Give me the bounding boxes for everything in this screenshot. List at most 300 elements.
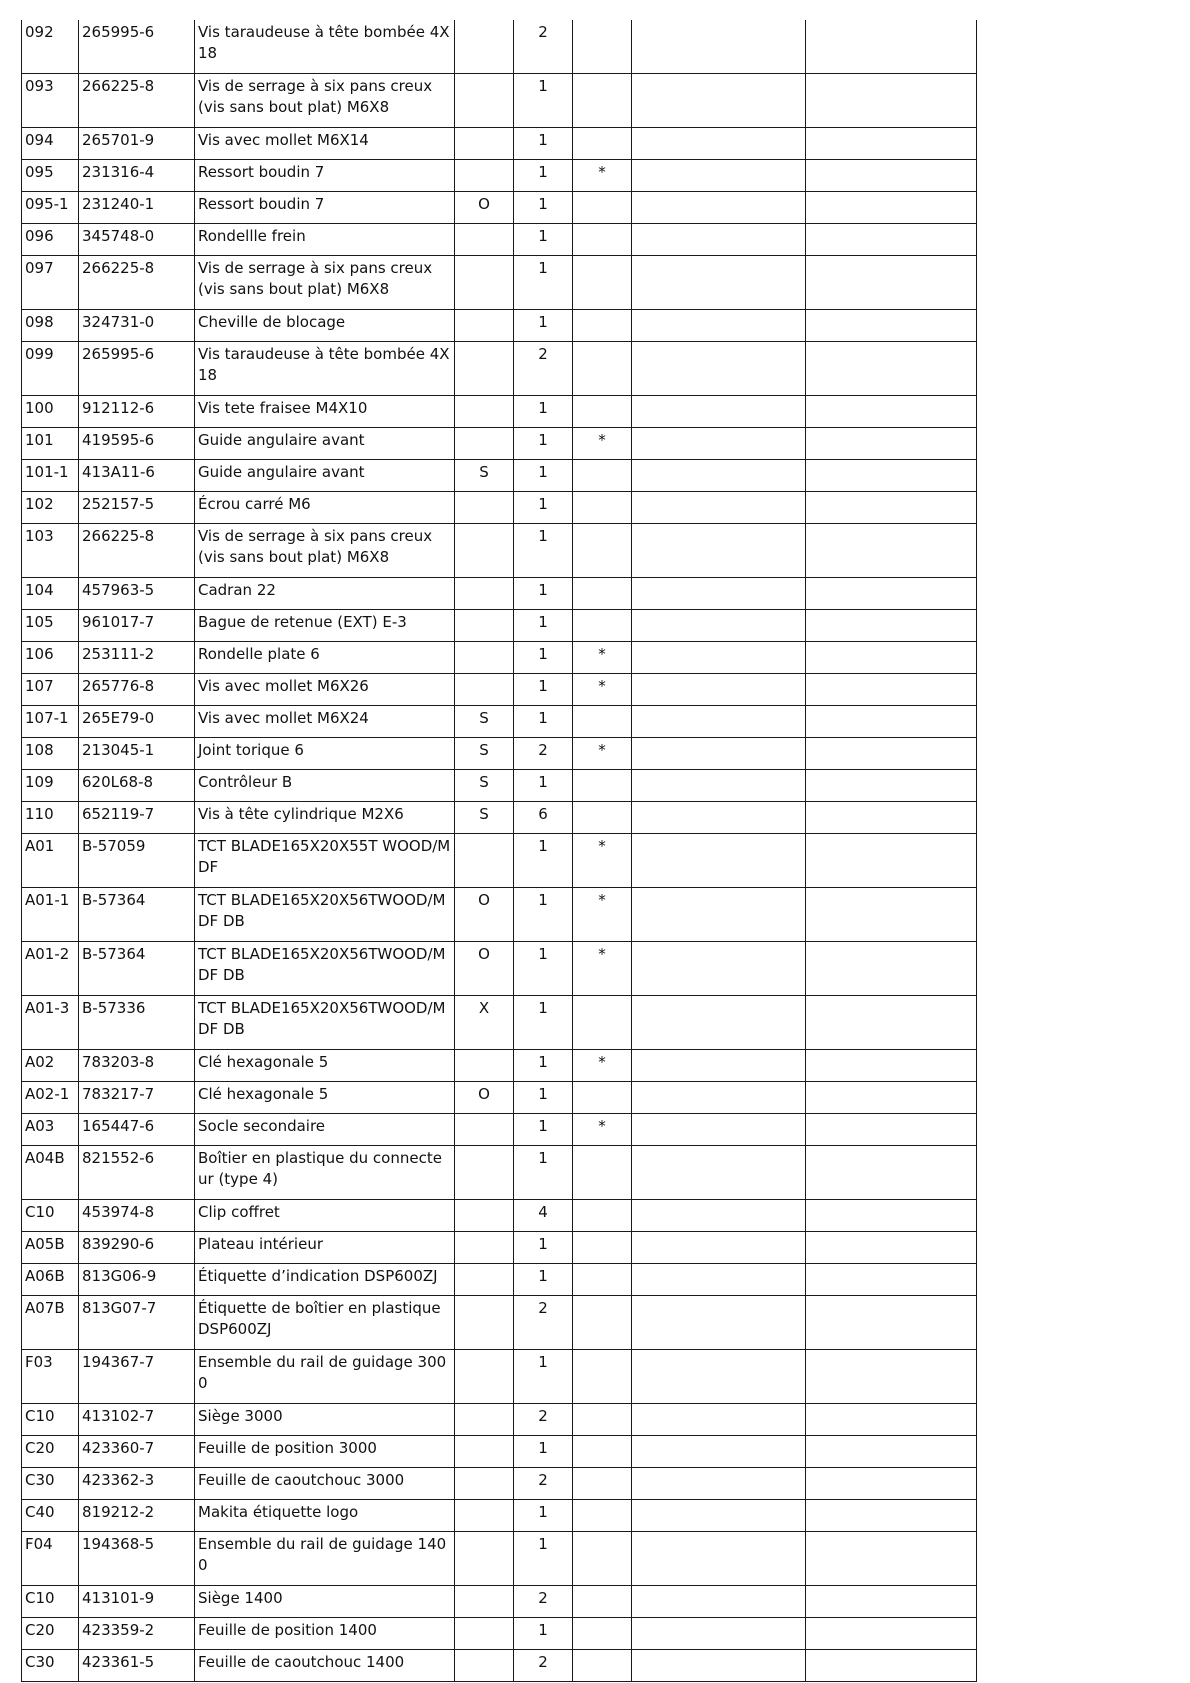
part-number-cell: 266225-8	[79, 524, 195, 578]
ref-number-cell: 103	[22, 524, 79, 578]
variant-mark-cell	[455, 1532, 514, 1586]
variant-mark-cell	[455, 1500, 514, 1532]
table-row	[22, 1200, 977, 1232]
quantity-cell: 1	[514, 1114, 573, 1146]
empty-cell	[632, 1350, 806, 1404]
asterisk-cell: *	[573, 642, 632, 674]
table-row	[22, 1050, 977, 1082]
part-number-cell: 839290-6	[79, 1232, 195, 1264]
asterisk-cell	[573, 1468, 632, 1500]
ref-number-cell: 108	[22, 738, 79, 770]
description-cell: Vis de serrage à six pans creux (vis sans bout plat) M6X8	[195, 524, 455, 578]
asterisk-cell	[573, 802, 632, 834]
asterisk-cell	[573, 1586, 632, 1618]
empty-cell	[632, 674, 806, 706]
description-cell: Vis tete fraisee M4X10	[195, 396, 455, 428]
variant-mark-cell	[455, 1468, 514, 1500]
asterisk-cell: *	[573, 888, 632, 942]
empty-cell	[806, 1468, 977, 1500]
table-row	[22, 802, 977, 834]
table-row	[22, 428, 977, 460]
description-cell: TCT BLADE165X20X56TWOOD/MDF DB	[195, 996, 455, 1050]
empty-cell	[806, 224, 977, 256]
asterisk-cell	[573, 706, 632, 738]
description-cell: Cadran 22	[195, 578, 455, 610]
variant-mark-cell	[455, 1264, 514, 1296]
quantity-cell: 2	[514, 20, 573, 74]
part-number-cell: 813G06-9	[79, 1264, 195, 1296]
variant-mark-cell: S	[455, 770, 514, 802]
asterisk-cell	[573, 524, 632, 578]
asterisk-cell	[573, 610, 632, 642]
part-number-cell: 165447-6	[79, 1114, 195, 1146]
parts-table-body	[22, 20, 977, 1682]
table-row	[22, 1232, 977, 1264]
table-row	[22, 310, 977, 342]
description-cell: Ensemble du rail de guidage 3000	[195, 1350, 455, 1404]
empty-cell	[632, 192, 806, 224]
ref-number-cell: A05B	[22, 1232, 79, 1264]
quantity-cell: 2	[514, 342, 573, 396]
empty-cell	[806, 1296, 977, 1350]
variant-mark-cell	[455, 492, 514, 524]
table-row	[22, 942, 977, 996]
asterisk-cell: *	[573, 738, 632, 770]
asterisk-cell	[573, 342, 632, 396]
part-number-cell: 423361-5	[79, 1650, 195, 1682]
ref-number-cell: 107	[22, 674, 79, 706]
parts-list-table	[21, 20, 977, 1682]
ref-number-cell: 106	[22, 642, 79, 674]
empty-cell	[632, 342, 806, 396]
quantity-cell: 1	[514, 160, 573, 192]
empty-cell	[806, 738, 977, 770]
asterisk-cell: *	[573, 428, 632, 460]
part-number-cell: 324731-0	[79, 310, 195, 342]
description-cell: Vis de serrage à six pans creux (vis sans bout plat) M6X8	[195, 256, 455, 310]
empty-cell	[632, 1586, 806, 1618]
table-row	[22, 128, 977, 160]
quantity-cell: 1	[514, 770, 573, 802]
part-number-cell: 423360-7	[79, 1436, 195, 1468]
variant-mark-cell	[455, 128, 514, 160]
ref-number-cell: A01-3	[22, 996, 79, 1050]
asterisk-cell	[573, 1350, 632, 1404]
variant-mark-cell: S	[455, 802, 514, 834]
empty-cell	[632, 1532, 806, 1586]
empty-cell	[632, 428, 806, 460]
table-row	[22, 74, 977, 128]
asterisk-cell	[573, 20, 632, 74]
ref-number-cell: 102	[22, 492, 79, 524]
empty-cell	[632, 1436, 806, 1468]
asterisk-cell	[573, 1404, 632, 1436]
empty-cell	[632, 738, 806, 770]
empty-cell	[632, 20, 806, 74]
ref-number-cell: C20	[22, 1618, 79, 1650]
part-number-cell: 265995-6	[79, 342, 195, 396]
description-cell: Vis taraudeuse à tête bombée 4X18	[195, 342, 455, 396]
quantity-cell: 2	[514, 1650, 573, 1682]
part-number-cell: 345748-0	[79, 224, 195, 256]
quantity-cell: 1	[514, 610, 573, 642]
empty-cell	[806, 1114, 977, 1146]
ref-number-cell: C10	[22, 1586, 79, 1618]
quantity-cell: 1	[514, 1264, 573, 1296]
empty-cell	[806, 1650, 977, 1682]
empty-cell	[632, 1650, 806, 1682]
description-cell: Ressort boudin 7	[195, 192, 455, 224]
ref-number-cell: 107-1	[22, 706, 79, 738]
empty-cell	[806, 770, 977, 802]
table-row	[22, 578, 977, 610]
part-number-cell: 266225-8	[79, 74, 195, 128]
empty-cell	[806, 160, 977, 192]
part-number-cell: B-57364	[79, 942, 195, 996]
asterisk-cell	[573, 1264, 632, 1296]
variant-mark-cell	[455, 396, 514, 428]
quantity-cell: 1	[514, 996, 573, 1050]
asterisk-cell: *	[573, 674, 632, 706]
variant-mark-cell	[455, 1200, 514, 1232]
description-cell: Siège 1400	[195, 1586, 455, 1618]
description-cell: Feuille de caoutchouc 1400	[195, 1650, 455, 1682]
quantity-cell: 1	[514, 224, 573, 256]
description-cell: Boîtier en plastique du connecteur (type 4)	[195, 1146, 455, 1200]
part-number-cell: 423362-3	[79, 1468, 195, 1500]
table-row	[22, 1296, 977, 1350]
description-cell: Clip coffret	[195, 1200, 455, 1232]
empty-cell	[806, 192, 977, 224]
part-number-cell: 457963-5	[79, 578, 195, 610]
table-row	[22, 1618, 977, 1650]
variant-mark-cell: X	[455, 996, 514, 1050]
empty-cell	[632, 888, 806, 942]
quantity-cell: 1	[514, 1082, 573, 1114]
part-number-cell: 194368-5	[79, 1532, 195, 1586]
asterisk-cell: *	[573, 834, 632, 888]
quantity-cell: 2	[514, 1468, 573, 1500]
description-cell: Feuille de position 3000	[195, 1436, 455, 1468]
empty-cell	[632, 996, 806, 1050]
variant-mark-cell	[455, 160, 514, 192]
variant-mark-cell: O	[455, 192, 514, 224]
variant-mark-cell: O	[455, 1082, 514, 1114]
variant-mark-cell	[455, 20, 514, 74]
asterisk-cell	[573, 1500, 632, 1532]
empty-cell	[806, 834, 977, 888]
asterisk-cell	[573, 396, 632, 428]
empty-cell	[632, 706, 806, 738]
empty-cell	[806, 610, 977, 642]
description-cell: Clé hexagonale 5	[195, 1050, 455, 1082]
empty-cell	[632, 802, 806, 834]
empty-cell	[806, 342, 977, 396]
ref-number-cell: 092	[22, 20, 79, 74]
empty-cell	[632, 396, 806, 428]
empty-cell	[632, 1146, 806, 1200]
part-number-cell: 423359-2	[79, 1618, 195, 1650]
empty-cell	[806, 942, 977, 996]
table-row	[22, 1146, 977, 1200]
asterisk-cell	[573, 1436, 632, 1468]
ref-number-cell: 093	[22, 74, 79, 128]
ref-number-cell: 105	[22, 610, 79, 642]
quantity-cell: 1	[514, 428, 573, 460]
ref-number-cell: 099	[22, 342, 79, 396]
quantity-cell: 1	[514, 492, 573, 524]
empty-cell	[632, 460, 806, 492]
asterisk-cell: *	[573, 1050, 632, 1082]
empty-cell	[806, 1146, 977, 1200]
ref-number-cell: 095	[22, 160, 79, 192]
ref-number-cell: A02-1	[22, 1082, 79, 1114]
asterisk-cell	[573, 578, 632, 610]
empty-cell	[632, 1114, 806, 1146]
description-cell: TCT BLADE165X20X56TWOOD/MDF DB	[195, 888, 455, 942]
description-cell: Socle secondaire	[195, 1114, 455, 1146]
table-row	[22, 1404, 977, 1436]
empty-cell	[632, 310, 806, 342]
ref-number-cell: C40	[22, 1500, 79, 1532]
empty-cell	[632, 524, 806, 578]
description-cell: Vis taraudeuse à tête bombée 4X18	[195, 20, 455, 74]
quantity-cell: 1	[514, 74, 573, 128]
ref-number-cell: A01-1	[22, 888, 79, 942]
description-cell: Guide angulaire avant	[195, 428, 455, 460]
asterisk-cell	[573, 492, 632, 524]
variant-mark-cell	[455, 74, 514, 128]
empty-cell	[806, 310, 977, 342]
part-number-cell: 620L68-8	[79, 770, 195, 802]
quantity-cell: 1	[514, 1350, 573, 1404]
asterisk-cell	[573, 224, 632, 256]
description-cell: Siège 3000	[195, 1404, 455, 1436]
part-number-cell: B-57059	[79, 834, 195, 888]
asterisk-cell	[573, 256, 632, 310]
variant-mark-cell	[455, 342, 514, 396]
empty-cell	[632, 1050, 806, 1082]
part-number-cell: 413102-7	[79, 1404, 195, 1436]
table-row	[22, 1650, 977, 1682]
empty-cell	[806, 674, 977, 706]
asterisk-cell	[573, 1532, 632, 1586]
quantity-cell: 2	[514, 738, 573, 770]
part-number-cell: 783203-8	[79, 1050, 195, 1082]
quantity-cell: 1	[514, 1232, 573, 1264]
quantity-cell: 1	[514, 706, 573, 738]
part-number-cell: 961017-7	[79, 610, 195, 642]
quantity-cell: 1	[514, 674, 573, 706]
empty-cell	[632, 128, 806, 160]
variant-mark-cell	[455, 1404, 514, 1436]
asterisk-cell	[573, 1146, 632, 1200]
empty-cell	[632, 610, 806, 642]
ref-number-cell: 098	[22, 310, 79, 342]
part-number-cell: 253111-2	[79, 642, 195, 674]
quantity-cell: 1	[514, 1436, 573, 1468]
part-number-cell: 453974-8	[79, 1200, 195, 1232]
empty-cell	[632, 256, 806, 310]
empty-cell	[632, 74, 806, 128]
table-row	[22, 610, 977, 642]
table-row	[22, 192, 977, 224]
ref-number-cell: C30	[22, 1468, 79, 1500]
description-cell: Étiquette de boîtier en plastique DSP600ZJ	[195, 1296, 455, 1350]
part-number-cell: 813G07-7	[79, 1296, 195, 1350]
ref-number-cell: F03	[22, 1350, 79, 1404]
empty-cell	[632, 1200, 806, 1232]
description-cell: Feuille de caoutchouc 3000	[195, 1468, 455, 1500]
quantity-cell: 1	[514, 888, 573, 942]
quantity-cell: 1	[514, 128, 573, 160]
part-number-cell: 213045-1	[79, 738, 195, 770]
description-cell: TCT BLADE165X20X56TWOOD/MDF DB	[195, 942, 455, 996]
part-number-cell: 419595-6	[79, 428, 195, 460]
table-row	[22, 1500, 977, 1532]
ref-number-cell: 097	[22, 256, 79, 310]
variant-mark-cell: S	[455, 738, 514, 770]
table-row	[22, 524, 977, 578]
empty-cell	[806, 256, 977, 310]
quantity-cell: 1	[514, 1500, 573, 1532]
description-cell: Bague de retenue (EXT) E-3	[195, 610, 455, 642]
empty-cell	[806, 642, 977, 674]
empty-cell	[632, 160, 806, 192]
part-number-cell: 783217-7	[79, 1082, 195, 1114]
asterisk-cell	[573, 1082, 632, 1114]
part-number-cell: 912112-6	[79, 396, 195, 428]
quantity-cell: 4	[514, 1200, 573, 1232]
quantity-cell: 1	[514, 524, 573, 578]
empty-cell	[632, 1468, 806, 1500]
table-row	[22, 460, 977, 492]
empty-cell	[632, 1618, 806, 1650]
quantity-cell: 1	[514, 578, 573, 610]
part-number-cell: 231240-1	[79, 192, 195, 224]
part-number-cell: 265E79-0	[79, 706, 195, 738]
description-cell: Feuille de position 1400	[195, 1618, 455, 1650]
variant-mark-cell	[455, 578, 514, 610]
variant-mark-cell: S	[455, 460, 514, 492]
ref-number-cell: 110	[22, 802, 79, 834]
description-cell: Vis à tête cylindrique M2X6	[195, 802, 455, 834]
empty-cell	[806, 396, 977, 428]
part-number-cell: B-57364	[79, 888, 195, 942]
asterisk-cell	[573, 310, 632, 342]
part-number-cell: 265701-9	[79, 128, 195, 160]
ref-number-cell: 104	[22, 578, 79, 610]
empty-cell	[632, 834, 806, 888]
description-cell: Ressort boudin 7	[195, 160, 455, 192]
quantity-cell: 1	[514, 1618, 573, 1650]
table-row	[22, 738, 977, 770]
part-number-cell: 231316-4	[79, 160, 195, 192]
empty-cell	[806, 460, 977, 492]
description-cell: Ensemble du rail de guidage 1400	[195, 1532, 455, 1586]
asterisk-cell	[573, 1296, 632, 1350]
quantity-cell: 1	[514, 460, 573, 492]
description-cell: Vis avec mollet M6X14	[195, 128, 455, 160]
ref-number-cell: C10	[22, 1404, 79, 1436]
empty-cell	[632, 224, 806, 256]
ref-number-cell: F04	[22, 1532, 79, 1586]
ref-number-cell: A06B	[22, 1264, 79, 1296]
quantity-cell: 2	[514, 1586, 573, 1618]
table-row	[22, 1532, 977, 1586]
asterisk-cell	[573, 74, 632, 128]
description-cell: Vis de serrage à six pans creux (vis sans bout plat) M6X8	[195, 74, 455, 128]
table-row	[22, 256, 977, 310]
empty-cell	[806, 1082, 977, 1114]
variant-mark-cell	[455, 1350, 514, 1404]
variant-mark-cell	[455, 1232, 514, 1264]
variant-mark-cell	[455, 1650, 514, 1682]
table-row	[22, 1436, 977, 1468]
asterisk-cell	[573, 460, 632, 492]
asterisk-cell	[573, 128, 632, 160]
empty-cell	[806, 706, 977, 738]
asterisk-cell: *	[573, 1114, 632, 1146]
description-cell: Écrou carré M6	[195, 492, 455, 524]
description-cell: Étiquette d’indication DSP600ZJ	[195, 1264, 455, 1296]
empty-cell	[806, 1500, 977, 1532]
empty-cell	[806, 802, 977, 834]
description-cell: Guide angulaire avant	[195, 460, 455, 492]
empty-cell	[806, 578, 977, 610]
description-cell: Plateau intérieur	[195, 1232, 455, 1264]
empty-cell	[632, 1404, 806, 1436]
variant-mark-cell	[455, 610, 514, 642]
description-cell: TCT BLADE165X20X55T WOOD/MDF	[195, 834, 455, 888]
empty-cell	[806, 524, 977, 578]
asterisk-cell	[573, 1650, 632, 1682]
table-row	[22, 770, 977, 802]
ref-number-cell: A04B	[22, 1146, 79, 1200]
description-cell: Clé hexagonale 5	[195, 1082, 455, 1114]
table-row	[22, 834, 977, 888]
empty-cell	[632, 1500, 806, 1532]
empty-cell	[632, 770, 806, 802]
part-number-cell: 413A11-6	[79, 460, 195, 492]
table-row	[22, 1082, 977, 1114]
table-row	[22, 1350, 977, 1404]
empty-cell	[632, 578, 806, 610]
variant-mark-cell	[455, 428, 514, 460]
variant-mark-cell	[455, 256, 514, 310]
quantity-cell: 1	[514, 642, 573, 674]
description-cell: Cheville de blocage	[195, 310, 455, 342]
empty-cell	[806, 1436, 977, 1468]
description-cell: Contrôleur B	[195, 770, 455, 802]
ref-number-cell: 100	[22, 396, 79, 428]
table-row	[22, 224, 977, 256]
asterisk-cell	[573, 996, 632, 1050]
quantity-cell: 1	[514, 1532, 573, 1586]
quantity-cell: 2	[514, 1404, 573, 1436]
asterisk-cell	[573, 1200, 632, 1232]
empty-cell	[806, 1232, 977, 1264]
variant-mark-cell	[455, 1618, 514, 1650]
ref-number-cell: A02	[22, 1050, 79, 1082]
empty-cell	[806, 1532, 977, 1586]
variant-mark-cell	[455, 1296, 514, 1350]
description-cell: Makita étiquette logo	[195, 1500, 455, 1532]
table-row	[22, 160, 977, 192]
part-number-cell: 252157-5	[79, 492, 195, 524]
table-row	[22, 342, 977, 396]
description-cell: Vis avec mollet M6X24	[195, 706, 455, 738]
